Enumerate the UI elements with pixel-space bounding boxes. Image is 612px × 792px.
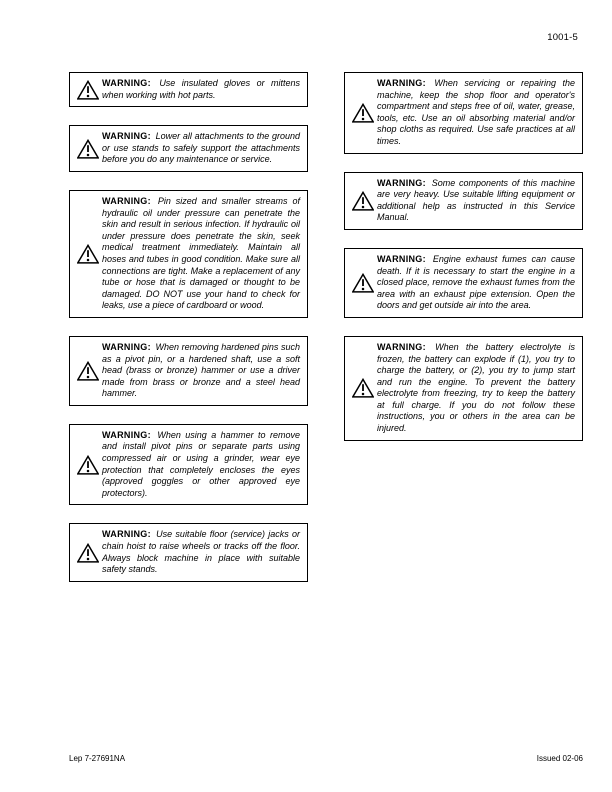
warning-body: Pin sized and smaller streams of hydraulic oil under pressure can penetrate the skin and result in serious infection. If hydraulic oil under pressure does penetrate the skin, seek medical treatment immediately. Maintain all hoses and tubes in good condition. Make sure all connections are tight. Make a replacement of any tube or hose that is damaged or thought to be damaged. DO NOT use your hand to check for leaks, use a piece of cardboard or wood. (102, 195, 300, 311)
warning-label: WARNING: (377, 253, 426, 264)
warning-text (102, 342, 300, 400)
page-number: 1001-5 (547, 32, 578, 43)
warning-box (344, 72, 583, 154)
warning-label: WARNING: (377, 78, 426, 88)
warning-label: WARNING: (377, 177, 426, 188)
warning-box (69, 125, 308, 172)
warning-text (102, 131, 300, 166)
page-footer (69, 754, 583, 763)
warning-body: Use insulated gloves or mittens when working with hot parts. (102, 78, 300, 100)
warning-label: WARNING: (102, 341, 151, 352)
warning-text (102, 196, 300, 312)
warning-body: Some components of this machine are very heavy. Use suitable lifting equipment or additional help as instructed in this Service Manual. (377, 177, 575, 223)
left-column (69, 72, 308, 582)
warning-triangle-icon (74, 361, 102, 381)
warning-triangle-icon (349, 191, 377, 211)
warning-box (344, 336, 583, 441)
warning-triangle-icon (74, 543, 102, 563)
warning-box (69, 336, 308, 406)
warning-label: WARNING: (377, 341, 426, 352)
warning-label: WARNING: (102, 195, 151, 206)
warning-body: When the battery electrolyte is frozen, the battery can explode if (1), you try to charge the battery, or (2), you try to jump start and run the engine. To prevent the battery electrolyte from freezing, try to keep the battery at full charge. If you do not follow these instructions, you or others in the area can be injured. (377, 341, 575, 434)
footer-form-number: Lep 7-27691NA (69, 754, 126, 763)
footer-issue-date: Issued 02-06 (536, 754, 583, 763)
warning-body: Engine exhaust fumes can cause death. If it is necessary to start the engine in a closed place, remove the exhaust fumes from the area with an exhaust pipe extension. Open the doors and get outside air into the area. (377, 253, 575, 311)
warning-text (377, 78, 575, 148)
warning-label: WARNING: (102, 429, 151, 440)
warning-box (69, 523, 308, 581)
right-column (344, 72, 583, 441)
warning-text (102, 529, 300, 575)
warning-label: WARNING: (102, 529, 151, 540)
warning-triangle-icon (74, 244, 102, 264)
warning-body: When servicing or repairing the machine, keep the shop floor and operator's compartment and steps free of oil, water, grease, tools, etc. Use an oil absorbing material and/or shop cloths as required. Use safe practices at all times. (377, 78, 575, 146)
warning-text (377, 342, 575, 435)
warning-triangle-icon (349, 103, 377, 123)
warning-body: When removing hardened pins such as a pivot pin, or a hardened shaft, use a soft head (brass or bronze) hammer or use a driver made from brass or bronze and a steel head hammer. (102, 341, 300, 399)
warning-box (69, 72, 308, 107)
warning-box (69, 424, 308, 506)
warning-text (377, 254, 575, 312)
warning-body: When using a hammer to remove and install pivot pins or separate parts using compressed air or using a grinder, wear eye protection that completely encloses the eyes (approved goggles or other approved eye protectors). (102, 429, 300, 498)
warning-triangle-icon (74, 455, 102, 475)
warning-triangle-icon (349, 273, 377, 293)
warning-text (102, 430, 300, 500)
warning-triangle-icon (349, 378, 377, 398)
warning-text (377, 178, 575, 224)
warning-body: Lower all attachments to the ground or use stands to safely support the attachments before you do any maintenance or service. (102, 131, 300, 165)
warning-body: Use suitable floor (service) jacks or chain hoist to raise wheels or tracks off the floor. Always block machine in place with suitable safety stands. (102, 529, 300, 575)
warning-label: WARNING: (102, 131, 151, 142)
warning-box (344, 248, 583, 318)
warning-text (102, 78, 300, 101)
warning-box (344, 172, 583, 230)
warning-label: WARNING: (102, 78, 151, 88)
warning-triangle-icon (74, 80, 102, 100)
warning-box (69, 190, 308, 318)
warning-triangle-icon (74, 139, 102, 159)
